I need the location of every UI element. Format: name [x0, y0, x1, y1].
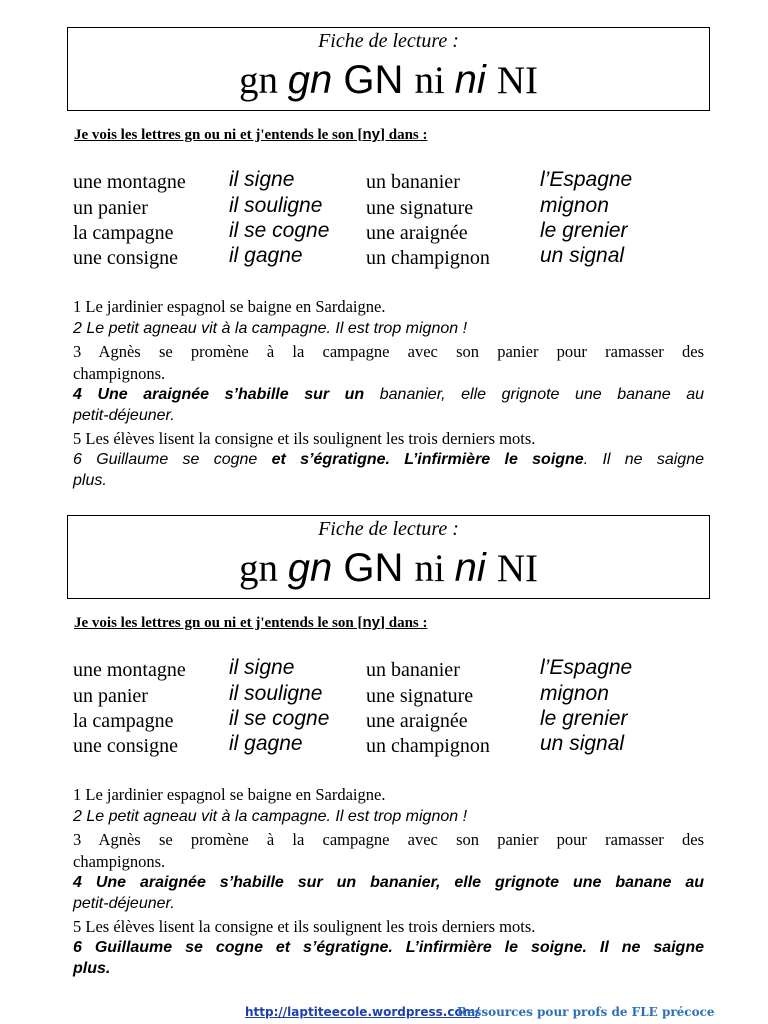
word-row	[0, 656, 768, 681]
sentence-5: 5 Les élèves lisent la consigne et ils soulignent les trois derniers mots.	[73, 917, 536, 936]
sentence-4-cont: petit-déjeuner.	[73, 407, 175, 424]
word: la campagne	[73, 222, 174, 244]
title-gn-italic: gn	[287, 546, 344, 590]
worksheet-card-2	[0, 488, 768, 976]
word: une araignée	[366, 222, 468, 244]
title-ni-serif: ni	[414, 547, 455, 590]
word: un champignon	[366, 247, 490, 269]
title-gn-italic: gn	[287, 58, 344, 102]
sentence-6: 6 Guillaume se cogne et s’égratigne. L’infirmière le soigne. Il ne saigne	[73, 451, 705, 468]
title-ni-italic: ni	[454, 58, 497, 102]
sentence-6-cont: plus.	[73, 472, 107, 489]
word: une consigne	[73, 735, 178, 757]
word: mignon	[540, 194, 609, 217]
title-gn-serif: gn	[239, 547, 288, 590]
title-NI: NI	[496, 547, 538, 590]
word: il signe	[229, 168, 295, 191]
word: une montagne	[73, 171, 186, 193]
instruction-heading: Je vois les lettres gn ou ni et j'entends le son [ny] dans :	[74, 126, 428, 143]
instruction-heading: Je vois les lettres gn ou ni et j'entends le son [ny] dans :	[74, 614, 428, 631]
word: la campagne	[73, 710, 174, 732]
word: il signe	[229, 656, 295, 679]
word: il souligne	[229, 194, 323, 217]
word: il se cogne	[229, 219, 330, 242]
title-box	[67, 515, 710, 599]
word: une araignée	[366, 710, 468, 732]
word-row	[0, 194, 768, 219]
resources-text: Ressources pour profs de FLE précoce	[457, 1005, 715, 1019]
word: une consigne	[73, 247, 178, 269]
sentence-2: 2 Le petit agneau vit à la campagne. Il est trop mignon !	[73, 320, 468, 337]
word: il gagne	[229, 732, 303, 755]
sentence-3: 3 Agnès se promène à la campagne avec son panier pour ramasser des	[73, 342, 704, 361]
word: une signature	[366, 685, 474, 707]
big-title	[68, 58, 709, 103]
title-gn-serif: gn	[239, 59, 288, 102]
subtitle: Fiche de lecture :	[318, 30, 459, 52]
title-box	[67, 27, 710, 111]
word: un champignon	[366, 735, 490, 757]
title-NI: NI	[496, 59, 538, 102]
sentence-4-cont: petit-déjeuner.	[73, 895, 175, 912]
word-row	[0, 168, 768, 193]
sentence-2: 2 Le petit agneau vit à la campagne. Il est trop mignon !	[73, 808, 468, 825]
sentence-6-cont: plus.	[73, 960, 111, 977]
word: un signal	[540, 732, 625, 755]
sentence-3-cont: champignons.	[73, 364, 166, 383]
sentence-3-cont: champignons.	[73, 852, 166, 871]
word: un panier	[73, 685, 148, 707]
word: un bananier	[366, 659, 460, 681]
title-GN: GN	[343, 58, 415, 102]
title-GN: GN	[343, 546, 415, 590]
worksheet-card-1	[0, 0, 768, 488]
title-ni-serif: ni	[414, 59, 455, 102]
word-row	[0, 219, 768, 244]
word: il gagne	[229, 244, 303, 267]
website-link[interactable]: http://laptiteecole.wordpress.com/	[245, 1005, 480, 1019]
phoneme-ny: ny	[362, 614, 380, 631]
sentence-4: 4 Une araignée s’habille sur un bananier, elle grignote une banane au	[73, 386, 704, 403]
word-row	[0, 682, 768, 707]
word-row	[0, 244, 768, 269]
subtitle: Fiche de lecture :	[318, 518, 459, 540]
word: mignon	[540, 682, 609, 705]
word: un bananier	[366, 171, 460, 193]
word: il se cogne	[229, 707, 330, 730]
word-row	[0, 707, 768, 732]
sentence-1: 1 Le jardinier espagnol se baigne en Sardaigne.	[73, 297, 386, 316]
word: il souligne	[229, 682, 323, 705]
word: le grenier	[540, 219, 628, 242]
big-title	[68, 546, 709, 591]
sentence-5: 5 Les élèves lisent la consigne et ils soulignent les trois derniers mots.	[73, 429, 536, 448]
title-ni-italic: ni	[454, 546, 497, 590]
word-row	[0, 732, 768, 757]
word: une signature	[366, 197, 474, 219]
sentence-6: 6 Guillaume se cogne et s’égratigne. L’infirmière le soigne. Il ne saigne	[73, 939, 704, 956]
sentence-3: 3 Agnès se promène à la campagne avec son panier pour ramasser des	[73, 830, 704, 849]
sentence-1: 1 Le jardinier espagnol se baigne en Sardaigne.	[73, 785, 386, 804]
word: un panier	[73, 197, 148, 219]
word: un signal	[540, 244, 625, 267]
word: l’Espagne	[540, 168, 633, 191]
word: une montagne	[73, 659, 186, 681]
word: l’Espagne	[540, 656, 633, 679]
sentence-4: 4 Une araignée s’habille sur un bananier, elle grignote une banane au	[73, 874, 704, 891]
phoneme-ny: ny	[362, 126, 380, 143]
word: le grenier	[540, 707, 628, 730]
